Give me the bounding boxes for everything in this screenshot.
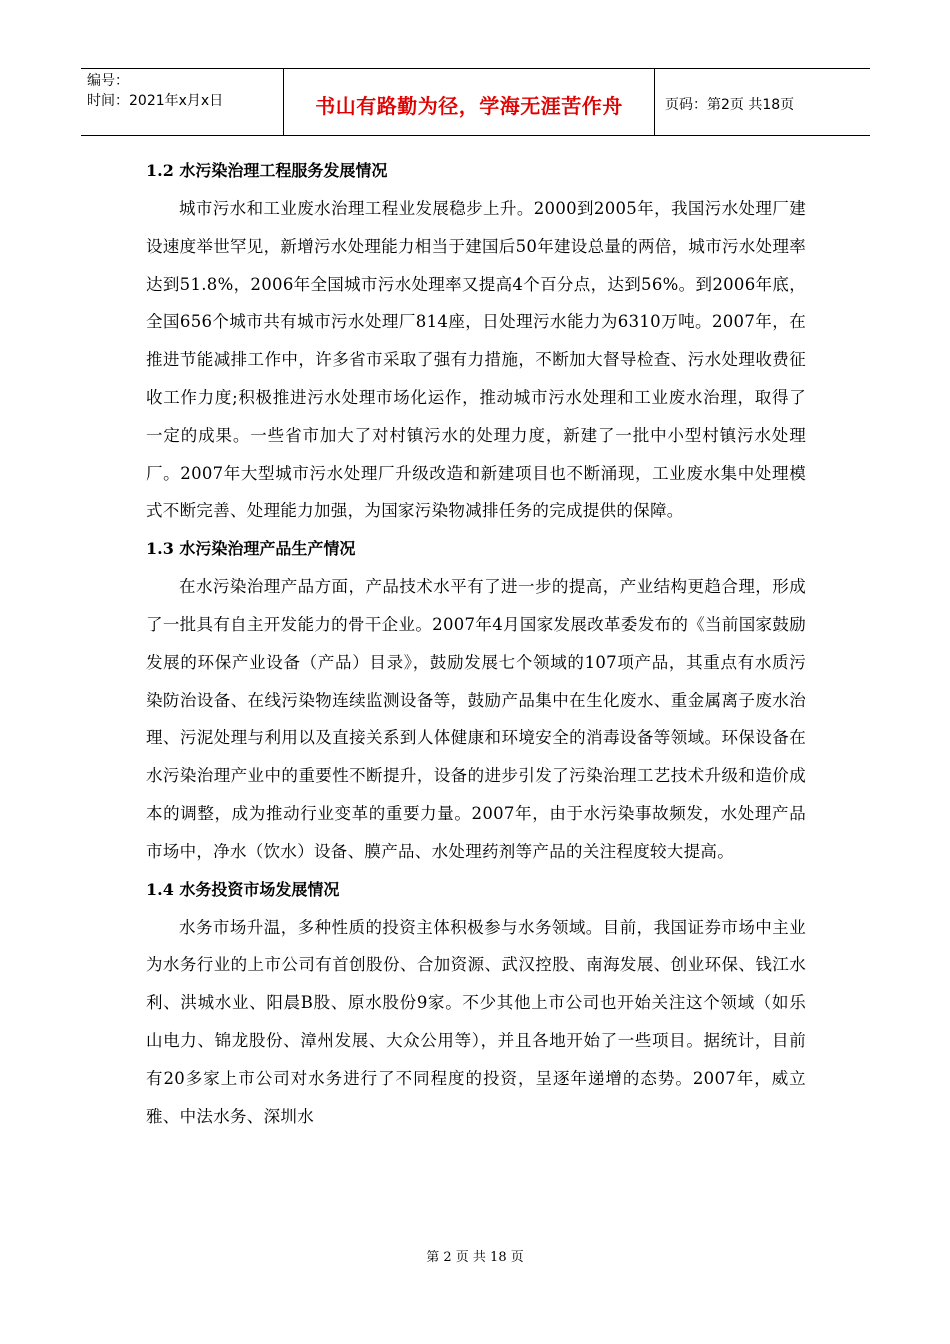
section-paragraph: 水务市场升温，多种性质的投资主体积极参与水务领域。目前，我国证券市场中主业为水务行业的上市公司有首创股份、合加资源、武汉控股、南海发展、创业环保、钱江水利、洪城水业、阳晨B股、原水股份9家。不少其他上市公司也开始关注这个领域（如乐山电力、锦龙股份、漳州发展、大众公用等），并且各地开始了一些项目。据统计，目前有20多家上市公司对水务进行了不同程度的投资，呈逐年递增的态势。2007年，威立雅、中法水务、深圳水 [146, 917, 806, 1126]
header-motto: 书山有路勤为径，学海无涯苦作舟 [284, 69, 655, 135]
section-heading: 1.4 水务投资市场发展情况 [146, 879, 340, 899]
document-body [146, 152, 806, 1135]
page-footer: 第 2 页 共 18 页 [426, 1250, 524, 1265]
section-paragraph: 城市污水和工业废水治理工程业发展稳步上升。2000到2005年，我国污水处理厂建设速度举世罕见，新增污水处理能力相当于建国后50年建设总量的两倍，城市污水处理率达到51.8%，2006年全国城市污水处理率又提高4个百分点，达到56%。到2006年底，全国656个城市共有城市污水处理厂814座，日处理污水能力为6310万吨。2007年，在推进节能减排工作中，许多省市采取了强有力措施，不断加大督导检查、污水处理收费征收工作力度;积极推进污水处理市场化运作，推动城市污水处理和工业废水治理，取得了一定的成果。一些省市加大了对村镇污水的处理力度，新建了一批中小型村镇污水处理厂。2007年大型城市污水处理厂升级改造和新建项目也不断涌现，工业废水集中处理模式不断完善、处理能力加强，为国家污染物减排任务的完成提供的保障。 [146, 199, 806, 521]
header-page-info: 页码：第2页 共18页 [665, 97, 795, 113]
document-time-label: 时间：2021年x月x日 [87, 93, 224, 109]
section-1-3 [146, 530, 806, 870]
section-paragraph: 在水污染治理产品方面，产品技术水平有了进一步的提高，产业结构更趋合理，形成了一批具有自主开发能力的骨干企业。2007年4月国家发展改革委发布的《当前国家鼓励发展的环保产业设备（产品）目录》，鼓励发展七个领域的107项产品，其重点有水质污染防治设备、在线污染物连续监测设备等，鼓励产品集中在生化废水、重金属离子废水治理、污泥处理与利用以及直接关系到人体健康和环境安全的消毒设备等领域。环保设备在水污染治理产业中的重要性不断提升，设备的进步引发了污染治理工艺技术升级和造价成本的调整，成为推动行业变革的重要力量。2007年，由于水污染事故频发，水处理产品市场中，净水（饮水）设备、膜产品、水处理药剂等产品的关注程度较大提高。 [146, 577, 806, 861]
section-1-2 [146, 152, 806, 530]
section-1-4 [146, 871, 806, 1136]
section-heading: 1.3 水污染治理产品生产情况 [146, 539, 356, 559]
document-number-label: 编号： [87, 73, 129, 89]
header-meta [81, 69, 284, 135]
page-header [81, 68, 870, 136]
section-heading: 1.2 水污染治理工程服务发展情况 [146, 161, 388, 180]
